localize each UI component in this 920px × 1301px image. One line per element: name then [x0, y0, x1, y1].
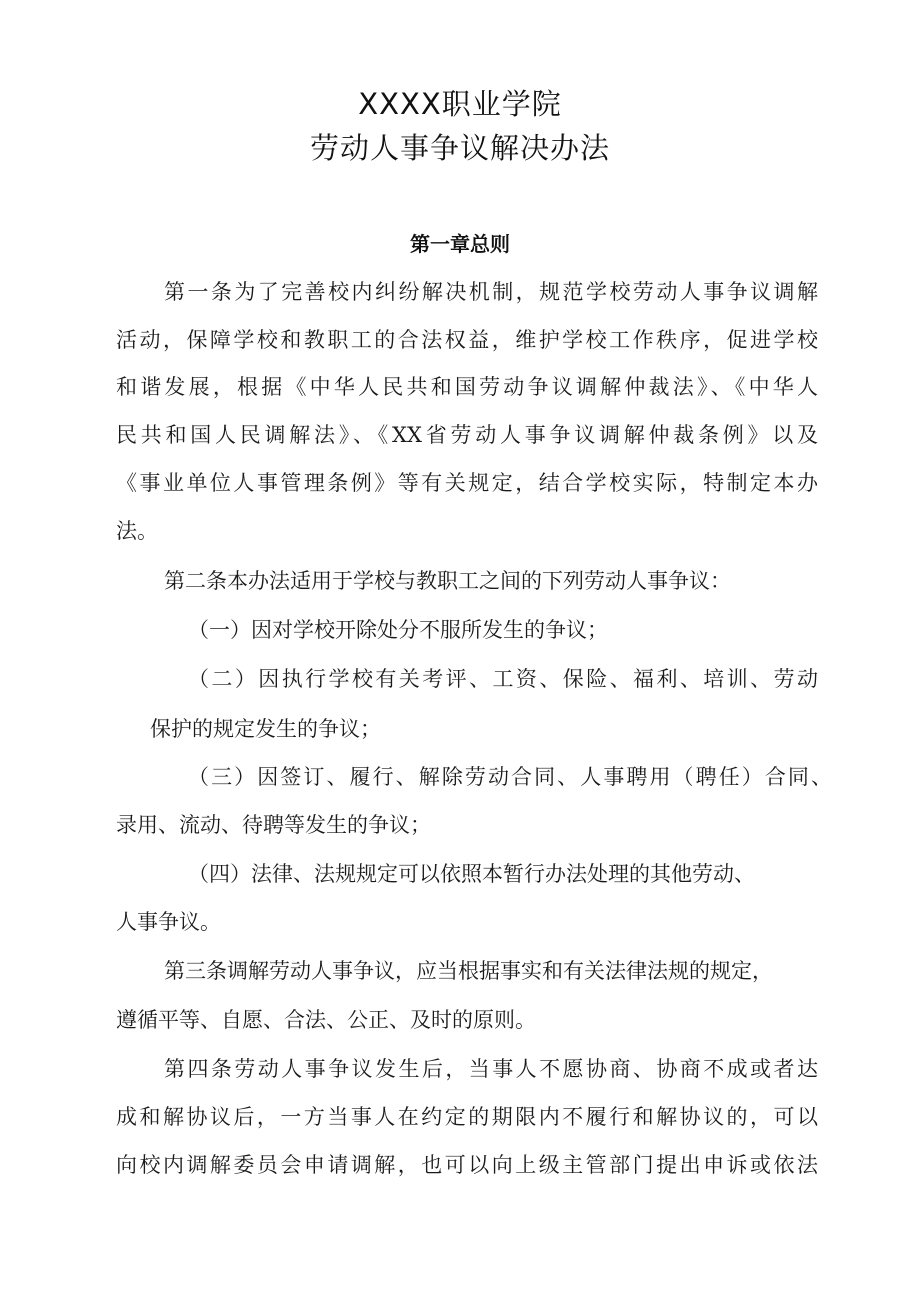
- list-item-continuation: 录用、流动、待聘等发生的争议；: [116, 813, 431, 837]
- list-item-continuation: 人事争议。: [116, 910, 221, 934]
- paragraph-line: 和谐发展，根据《中华人民共和国劳动争议调解仲裁法》、《中华人: [116, 375, 818, 399]
- paragraph-line: 第一条为了完善校内纠纷解决机制，规范学校劳动人事争议调解: [164, 280, 818, 304]
- list-item: （四）法律、法规规定可以依照本暂行办法处理的其他劳动、: [188, 862, 755, 886]
- list-item: （三）因签订、履行、解除劳动合同、人事聘用（聘任）合同、: [188, 765, 832, 789]
- paragraph-line: 遵循平等、自愿、合法、公正、及时的原则。: [116, 1008, 536, 1032]
- document-title-line2: 劳动人事争议解决办法: [309, 131, 610, 165]
- paragraph-line: 向校内调解委员会申请调解，也可以向上级主管部门提出申诉或依法: [116, 1153, 818, 1177]
- paragraph-line: 第三条调解劳动人事争议，应当根据事实和有关法律法规的规定，: [164, 959, 773, 983]
- paragraph-line: 第二条本办法适用于学校与教职工之间的下列劳动人事争议：: [164, 569, 731, 593]
- paragraph-line: 民共和国人民调解法》、《XX省劳动人事争议调解仲裁条例》以及: [116, 423, 818, 447]
- paragraph-line: 活动，保障学校和教职工的合法权益，维护学校工作秩序，促进学校: [116, 328, 818, 352]
- list-item: （一）因对学校开除处分不服所发生的争议；: [188, 618, 608, 642]
- chapter-heading: 第一章总则: [410, 232, 510, 256]
- list-item-continuation: 保护的规定发生的争议；: [150, 717, 381, 741]
- paragraph-line: 第四条劳动人事争议发生后，当事人不愿协商、协商不成或者达: [164, 1057, 818, 1081]
- list-item: （二）因执行学校有关考评、工资、保险、福利、培训、劳动: [188, 667, 818, 691]
- document-title-line1: XXXX职业学院: [358, 87, 562, 121]
- paragraph-line: 成和解协议后，一方当事人在约定的期限内不履行和解协议的，可以: [116, 1105, 818, 1129]
- paragraph-line: 法。: [116, 519, 158, 543]
- paragraph-line: 《事业单位人事管理条例》等有关规定，结合学校实际，特制定本办: [116, 471, 818, 495]
